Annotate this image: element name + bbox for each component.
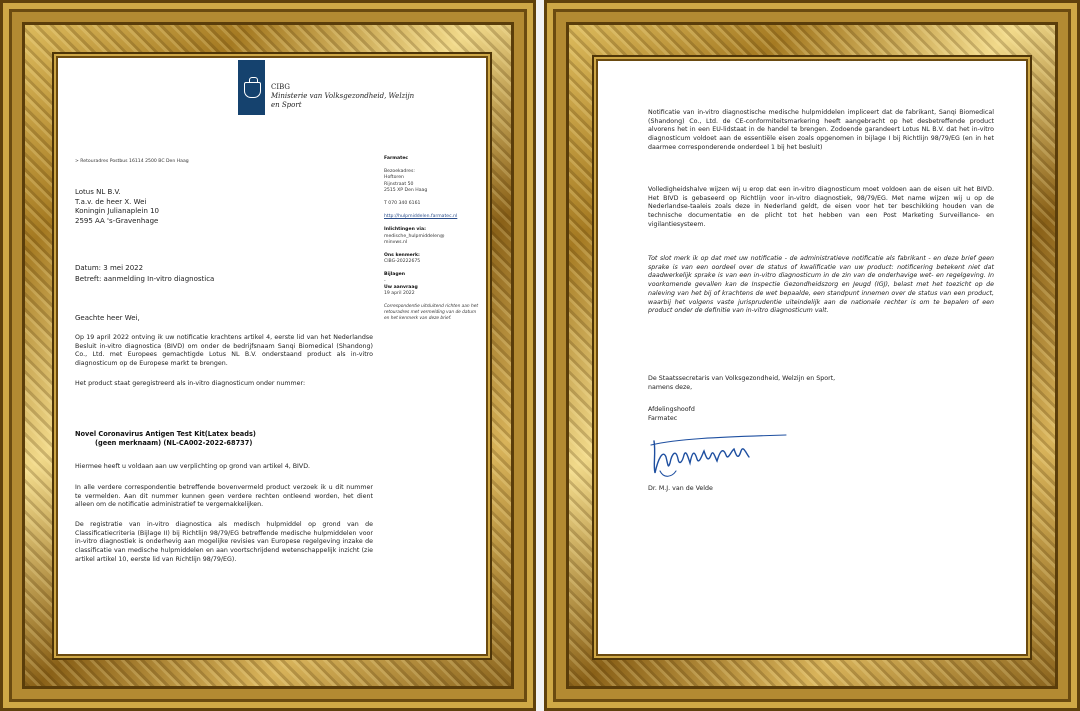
signatory-name: Dr. M.J. van de Velde <box>648 485 713 492</box>
paragraph-1: Op 19 april 2022 ontving ik uw notificatie krachtens artikel 4, eerste lid van het Nederlandse Besluit in-vitro diagnostica (BIVD) om onder de bedrijfsnaam Sanqi Biomedical (Shandong) Co., Ltd. met Europees gemachtigde Lotus NL B.V. onderstaand product als in-vitro diagnosticum op de Europese markt te brengen. <box>75 334 373 368</box>
salutation: Geachte heer Wei, <box>75 314 140 322</box>
page2-paragraph-3: Tot slot merk ik op dat met uw notificatie - de administratieve notificatie als fabrikant - en deze brief geen sprake is van een oordeel over de status of kwalificatie van uw product: notificering betekent niet dat daadwerkelijk sprake is van een in-vitro diagnosticum in de zin van de onderhavige wet- en regelgeving. In voorkomende gevallen kan de Inspectie Gezondheidszorg en Jeugd (IGJ), belast met het toezicht op de naleving van het bij of krachtens de wet bepaalde, een standpunt innemen over de status van een product, waarbij het volgens vaste jurisprudentie uiteindelijk aan de nationale rechter is om te bepalen of een product onder de definitie van in-vitro diagnosticum valt. <box>648 255 994 315</box>
recipient-address <box>75 188 159 226</box>
letter-page-1 <box>58 58 486 654</box>
government-logo <box>238 60 265 115</box>
closing-block <box>648 375 994 392</box>
sidebar-website-link[interactable]: http://hulpmiddelen.farmatec.nl <box>384 214 458 220</box>
sidebar-department: Farmatec <box>384 156 409 161</box>
visit-line: Hoftoren <box>384 175 404 181</box>
recipient-line: Koningin Julianaplein 10 <box>75 207 160 215</box>
product-number: (geen merknaam) (NL-CA002-2022-68737) <box>95 438 253 447</box>
recipient-line: Lotus NL B.V. <box>75 188 121 196</box>
product-name: Novel Coronavirus Antigen Test Kit(Latex beads) <box>75 430 256 438</box>
gold-frame-left <box>0 0 536 711</box>
signatory-department: Farmatec <box>648 414 678 422</box>
signatory-role-block <box>648 406 994 423</box>
crest-icon <box>244 82 261 98</box>
gold-frame-right <box>544 0 1080 711</box>
request-label: Uw aanvraag <box>384 284 418 290</box>
letter-subject: Betreft: aanmelding In-vitro diagnostica <box>75 274 215 283</box>
page2-paragraph-1: Notificatie van in-vitro diagnostische medische hulpmiddelen impliceert dat de fabrikant, Sanqi Biomedical (Shandong) Co., Ltd. de CE-conformiteitsmarkering heeft aangebracht op het desbetreffende product alvorens het in een EU-lidstaat in de handel te brengen. Zodoende garandeert Lotus NL B.V. dat het in-vitro diagnosticum voldoet aan de essentiële eisen zoals opgenomen in bijlage I bij Richtlijn 98/79/EG (en in het daarmee corresponderende onderdeel 1 bij het besluit) <box>648 109 994 151</box>
reference-label: Ons kenmerk: <box>384 253 420 259</box>
visit-line: Rijnstraat 50 <box>384 181 414 187</box>
reference-value: CIBG-20222675 <box>384 259 421 265</box>
paragraph-2: Het product staat geregistreerd als in-vitro diagnosticum onder nummer: <box>75 380 306 387</box>
closing-line-1: De Staatssecretaris van Volksgezondheid, Welzijn en Sport, <box>648 375 836 382</box>
page2-paragraph-2: Volledigheidshalve wijzen wij u erop dat een in-vitro diagnosticum moet voldoen aan de eisen uit het BIVD. Het BIVD is gebaseerd op Richtlijn voor in-vitro diagnostiek, 98/79/EG. Met name wijzen wij u op de Nederlandse-taaleis zoals deze in Nederland geldt, de eisen voor het ter beschikking houden van de technische documentatie en de plicht tot het hebben van een Post Marketing Surveillance- en vigilantiesysteem. <box>648 186 994 228</box>
closing-line-2: namens deze, <box>648 383 693 391</box>
sidebar-note: Correspondentie uitsluitend richten aan het retouradres met vermelding van de datum en het kenmerk van deze brief. <box>384 304 479 321</box>
return-address: > Retouradres Postbus 16114 2500 BC Den Haag <box>75 159 189 164</box>
request-date: 19 april 2022 <box>384 291 415 297</box>
paragraph-5: De registratie van in-vitro diagnostica als medisch hulpmiddel op grond van de Classificatiecriteria (Bijlage II) bij Richtlijn 98/79/EG betreffende medische hulpmiddelen voor in-vitro diagnostiek is onderhevig aan mogelijke revisies van Europese regelgeving inzake de classificatie van medische hulpmiddelen en aan voortschrijdend wetenschappelijk inzicht (zie artikel artikel 10, eerste lid van Richtlijn 98/79/EG). <box>75 521 373 563</box>
recipient-line: T.a.v. de heer X. Wei <box>75 197 147 206</box>
sidebar-phone: T 070 340 6161 <box>384 201 421 207</box>
sender-sidebar <box>384 156 479 322</box>
org-name: Ministerie van Volksgezondheid, Welzijn en Sport <box>271 92 415 109</box>
product-registration <box>75 430 256 448</box>
attachments-label: Bijlagen <box>384 272 405 278</box>
letter-page-2 <box>598 61 1026 654</box>
attachments-value: - <box>384 278 386 284</box>
letter-date: Datum: 3 mei 2022 <box>75 264 144 272</box>
paragraph-4: In alle verdere correspondentie betreffende bovenvermeld product verzoek ik u dit nummer te vermelden. Aan dit nummer kunnen geen verdere rechten ontleend worden, het dient alleen om de notificatie administratief te vergemakkelijken. <box>75 484 373 509</box>
visit-line: 2515 XP Den Haag <box>384 187 428 193</box>
date-subject-block <box>75 263 214 284</box>
paragraph-3: Hiermee heeft u voldaan aan uw verplichting op grond van artikel 4, BIVD. <box>75 463 311 470</box>
info-label: Inlichtingen via: <box>384 227 426 233</box>
recipient-line: 2595 AA 's-Gravenhage <box>75 216 159 225</box>
info-email: medische_hulpmiddelen@ <box>384 233 445 239</box>
info-domain: minvws.nl <box>384 239 408 245</box>
org-abbreviation: CIBG <box>271 83 290 91</box>
handwritten-signature <box>646 427 796 483</box>
signatory-role: Afdelingshoofd <box>648 406 695 413</box>
visit-label: Bezoekadres: <box>384 169 415 175</box>
